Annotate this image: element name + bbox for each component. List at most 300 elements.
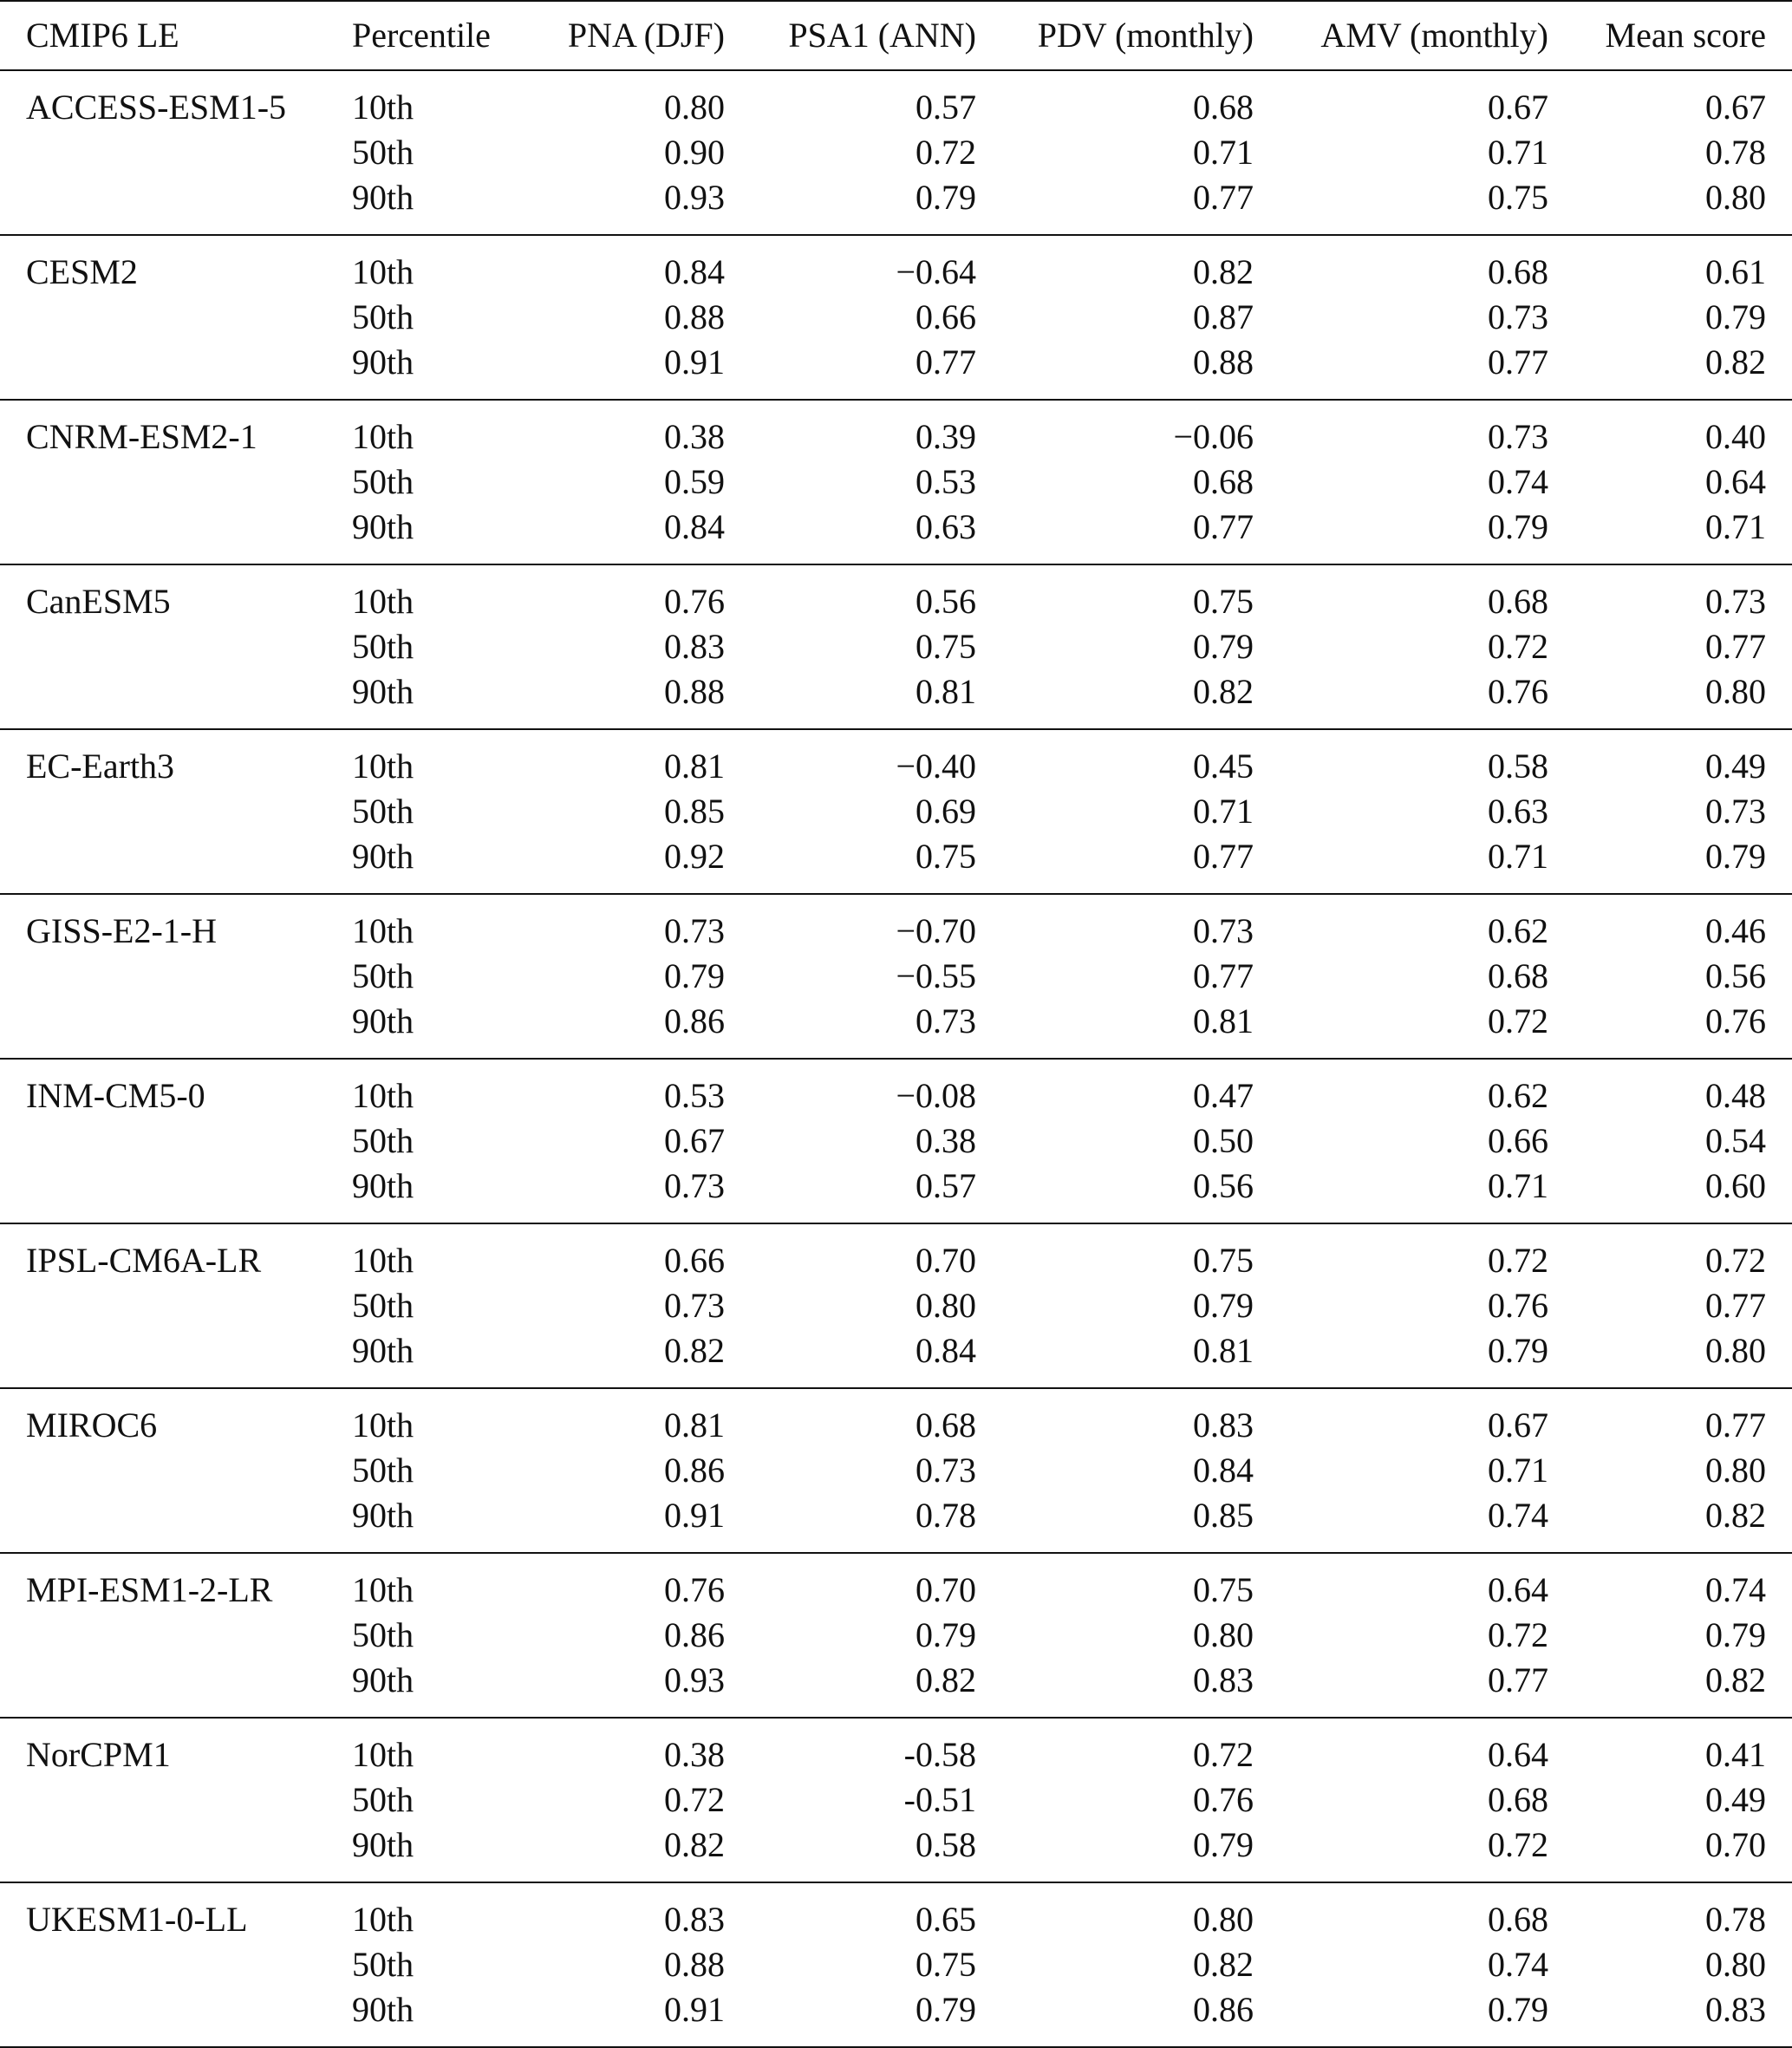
mean-score-value: 0.61 — [1705, 252, 1766, 291]
table-row — [0, 564, 1792, 624]
header-pdv: PDV (monthly) — [976, 1, 1254, 70]
pdv-value: 0.81 — [1193, 1001, 1254, 1040]
amv-value: 0.74 — [1488, 462, 1548, 501]
percentile: 90th — [352, 1825, 414, 1864]
pna-value: 0.93 — [664, 178, 725, 217]
mean-score-value: 0.80 — [1705, 178, 1766, 217]
psa1-value: 0.78 — [916, 1496, 976, 1535]
mean-score-value: 0.76 — [1705, 1001, 1766, 1040]
amv-value: 0.68 — [1488, 582, 1548, 621]
model-group — [0, 1223, 1792, 1388]
pdv-value: 0.77 — [1193, 178, 1254, 217]
model-group — [0, 400, 1792, 564]
amv-value: 0.71 — [1488, 1166, 1548, 1205]
model-name-empty — [0, 834, 326, 894]
pdv-value: 0.73 — [1193, 911, 1254, 950]
table-row — [0, 834, 1792, 894]
header-mean-score: Mean score — [1548, 1, 1792, 70]
pdv-value: 0.77 — [1193, 507, 1254, 546]
mean-score-value: 0.78 — [1705, 133, 1766, 172]
psa1-value: -0.51 — [903, 1780, 976, 1819]
pdv-value: 0.75 — [1193, 582, 1254, 621]
mean-score-value: 0.56 — [1705, 956, 1766, 995]
percentile: 90th — [352, 342, 414, 382]
model-name-empty — [0, 789, 326, 834]
model-name-empty — [0, 669, 326, 729]
mean-score-value: 0.77 — [1705, 1406, 1766, 1445]
table-row — [0, 130, 1792, 175]
psa1-value: 0.53 — [916, 462, 976, 501]
percentile: 10th — [352, 417, 414, 456]
pdv-value: 0.80 — [1193, 1900, 1254, 1939]
pdv-value: 0.86 — [1193, 1990, 1254, 2029]
psa1-value: 0.70 — [916, 1570, 976, 1609]
amv-value: 0.75 — [1488, 178, 1548, 217]
pna-value: 0.86 — [664, 1001, 725, 1040]
percentile: 90th — [352, 1331, 414, 1370]
model-name-empty — [0, 1613, 326, 1658]
mean-score-value: 0.79 — [1705, 297, 1766, 336]
amv-value: 0.79 — [1488, 1331, 1548, 1370]
pdv-value: 0.80 — [1193, 1615, 1254, 1654]
mean-score-value: 0.77 — [1705, 627, 1766, 666]
amv-value: 0.68 — [1488, 1900, 1548, 1939]
header-model: CMIP6 LE — [0, 1, 326, 70]
mean-score-value: 0.64 — [1705, 462, 1766, 501]
pna-value: 0.81 — [664, 1406, 725, 1445]
percentile: 50th — [352, 792, 414, 831]
psa1-value: −0.08 — [896, 1076, 976, 1115]
model-group — [0, 729, 1792, 894]
percentile: 50th — [352, 1780, 414, 1819]
pdv-value: 0.45 — [1193, 747, 1254, 786]
table-row — [0, 1328, 1792, 1388]
model-name-empty — [0, 1119, 326, 1164]
pna-value: 0.66 — [664, 1241, 725, 1280]
psa1-value: −0.55 — [896, 956, 976, 995]
pna-value: 0.84 — [664, 252, 725, 291]
psa1-value: −0.70 — [896, 911, 976, 950]
table-row — [0, 1777, 1792, 1823]
mean-score-value: 0.73 — [1705, 792, 1766, 831]
table-row — [0, 1283, 1792, 1328]
percentile: 10th — [352, 582, 414, 621]
table-row — [0, 235, 1792, 295]
percentile: 10th — [352, 747, 414, 786]
psa1-value: 0.57 — [916, 88, 976, 127]
mean-score-value: 0.82 — [1705, 1496, 1766, 1535]
mean-score-value: 0.79 — [1705, 1615, 1766, 1654]
pna-value: 0.83 — [664, 627, 725, 666]
percentile: 50th — [352, 462, 414, 501]
model-name-empty — [0, 624, 326, 669]
pdv-value: 0.81 — [1193, 1331, 1254, 1370]
header-pna: PNA (DJF) — [508, 1, 725, 70]
pdv-value: 0.82 — [1193, 672, 1254, 711]
mean-score-value: 0.71 — [1705, 507, 1766, 546]
pna-value: 0.83 — [664, 1900, 725, 1939]
psa1-value: 0.73 — [916, 1001, 976, 1040]
model-name-empty — [0, 175, 326, 235]
pdv-value: 0.82 — [1193, 1945, 1254, 1984]
mean-score-value: 0.80 — [1705, 1451, 1766, 1490]
model-group — [0, 1882, 1792, 2047]
model-name: ACCESS-ESM1-5 — [26, 88, 287, 127]
psa1-value: 0.66 — [916, 297, 976, 336]
pdv-value: 0.82 — [1193, 252, 1254, 291]
psa1-value: 0.68 — [916, 1406, 976, 1445]
mean-score-value: 0.80 — [1705, 672, 1766, 711]
percentile: 50th — [352, 1615, 414, 1654]
pna-value: 0.88 — [664, 672, 725, 711]
table-row — [0, 1658, 1792, 1718]
percentile: 90th — [352, 178, 414, 217]
pdv-value: 0.72 — [1193, 1735, 1254, 1774]
psa1-value: 0.77 — [916, 342, 976, 382]
mean-score-value: 0.54 — [1705, 1121, 1766, 1160]
pna-value: 0.73 — [664, 911, 725, 950]
table-row — [0, 1223, 1792, 1283]
percentile: 90th — [352, 1496, 414, 1535]
amv-value: 0.71 — [1488, 1451, 1548, 1490]
pna-value: 0.76 — [664, 1570, 725, 1609]
psa1-value: 0.57 — [916, 1166, 976, 1205]
model-name: MPI-ESM1-2-LR — [26, 1570, 273, 1609]
pna-value: 0.76 — [664, 582, 725, 621]
table-row — [0, 1942, 1792, 1987]
psa1-value: 0.56 — [916, 582, 976, 621]
pna-value: 0.84 — [664, 507, 725, 546]
mean-score-value: 0.46 — [1705, 911, 1766, 950]
model-name-empty — [0, 295, 326, 340]
amv-value: 0.73 — [1488, 417, 1548, 456]
percentile: 90th — [352, 672, 414, 711]
amv-value: 0.74 — [1488, 1496, 1548, 1535]
pdv-value: 0.85 — [1193, 1496, 1254, 1535]
percentile: 50th — [352, 627, 414, 666]
psa1-value: 0.79 — [916, 178, 976, 217]
percentile: 90th — [352, 1990, 414, 2029]
model-name: CanESM5 — [26, 582, 171, 621]
model-name-empty — [0, 1328, 326, 1388]
model-name: GISS-E2-1-H — [26, 911, 217, 950]
psa1-value: 0.38 — [916, 1121, 976, 1160]
pdv-value: 0.87 — [1193, 297, 1254, 336]
percentile: 50th — [352, 1286, 414, 1325]
psa1-value: 0.63 — [916, 507, 976, 546]
model-group — [0, 70, 1792, 235]
mean-score-value: 0.83 — [1705, 1990, 1766, 2029]
mean-score-value: 0.49 — [1705, 747, 1766, 786]
percentile: 90th — [352, 837, 414, 876]
amv-value: 0.67 — [1488, 1406, 1548, 1445]
mean-score-value: 0.70 — [1705, 1825, 1766, 1864]
pna-value: 0.73 — [664, 1166, 725, 1205]
percentile: 90th — [352, 1001, 414, 1040]
mean-score-value: 0.80 — [1705, 1945, 1766, 1984]
table-row — [0, 1119, 1792, 1164]
amv-value: 0.64 — [1488, 1735, 1548, 1774]
table-row — [0, 70, 1792, 130]
pna-value: 0.88 — [664, 1945, 725, 1984]
amv-value: 0.66 — [1488, 1121, 1548, 1160]
amv-value: 0.68 — [1488, 1780, 1548, 1819]
mean-score-value: 0.79 — [1705, 837, 1766, 876]
amv-value: 0.72 — [1488, 627, 1548, 666]
percentile: 10th — [352, 1406, 414, 1445]
amv-value: 0.71 — [1488, 837, 1548, 876]
pna-value: 0.67 — [664, 1121, 725, 1160]
pdv-value: 0.79 — [1193, 1825, 1254, 1864]
model-name-empty — [0, 1164, 326, 1223]
percentile: 10th — [352, 911, 414, 950]
psa1-value: 0.65 — [916, 1900, 976, 1939]
table-row — [0, 1059, 1792, 1119]
amv-value: 0.72 — [1488, 1241, 1548, 1280]
pna-value: 0.38 — [664, 417, 725, 456]
table-row — [0, 460, 1792, 505]
table-header — [0, 1, 1792, 70]
pna-value: 0.85 — [664, 792, 725, 831]
table-row — [0, 1493, 1792, 1553]
model-name-empty — [0, 1987, 326, 2047]
percentile: 10th — [352, 1570, 414, 1609]
header-percentile: Percentile — [326, 1, 508, 70]
psa1-value: 0.75 — [916, 627, 976, 666]
psa1-value: 0.84 — [916, 1331, 976, 1370]
table-row — [0, 954, 1792, 999]
table-row — [0, 1718, 1792, 1777]
pdv-value: 0.83 — [1193, 1660, 1254, 1699]
table-row — [0, 1448, 1792, 1493]
header-row — [0, 1, 1792, 70]
model-name-empty — [0, 1283, 326, 1328]
psa1-value: -0.58 — [903, 1735, 976, 1774]
model-name: CNRM-ESM2-1 — [26, 417, 257, 456]
pdv-value: 0.71 — [1193, 792, 1254, 831]
table-row — [0, 1613, 1792, 1658]
model-name-empty — [0, 1493, 326, 1553]
psa1-value: 0.58 — [916, 1825, 976, 1864]
model-group — [0, 894, 1792, 1059]
model-name-empty — [0, 505, 326, 564]
percentile: 10th — [352, 1241, 414, 1280]
mean-score-value: 0.77 — [1705, 1286, 1766, 1325]
amv-value: 0.68 — [1488, 956, 1548, 995]
psa1-value: 0.72 — [916, 133, 976, 172]
psa1-value: 0.80 — [916, 1286, 976, 1325]
pna-value: 0.82 — [664, 1825, 725, 1864]
percentile: 50th — [352, 956, 414, 995]
table-row — [0, 505, 1792, 564]
amv-value: 0.74 — [1488, 1945, 1548, 1984]
mean-score-value: 0.74 — [1705, 1570, 1766, 1609]
model-name: NorCPM1 — [26, 1735, 171, 1774]
model-name: MIROC6 — [26, 1406, 158, 1445]
psa1-value: 0.75 — [916, 837, 976, 876]
model-name-empty — [0, 340, 326, 400]
pna-value: 0.90 — [664, 133, 725, 172]
mean-score-value: 0.80 — [1705, 1331, 1766, 1370]
mean-score-value: 0.49 — [1705, 1780, 1766, 1819]
model-name-empty — [0, 954, 326, 999]
mean-score-value: 0.67 — [1705, 88, 1766, 127]
model-name-empty — [0, 1777, 326, 1823]
pna-value: 0.38 — [664, 1735, 725, 1774]
model-name: INM-CM5-0 — [26, 1076, 205, 1115]
pna-value: 0.86 — [664, 1451, 725, 1490]
amv-value: 0.68 — [1488, 252, 1548, 291]
model-name: EC-Earth3 — [26, 747, 175, 786]
model-name: UKESM1-0-LL — [26, 1900, 248, 1939]
pdv-value: 0.50 — [1193, 1121, 1254, 1160]
mean-score-value: 0.82 — [1705, 342, 1766, 382]
mean-score-value: 0.78 — [1705, 1900, 1766, 1939]
model-name-empty — [0, 1448, 326, 1493]
amv-value: 0.64 — [1488, 1570, 1548, 1609]
mean-score-value: 0.73 — [1705, 582, 1766, 621]
table-row — [0, 400, 1792, 460]
amv-value: 0.76 — [1488, 1286, 1548, 1325]
model-name-empty — [0, 130, 326, 175]
psa1-value: −0.64 — [896, 252, 976, 291]
model-group — [0, 1059, 1792, 1223]
table-row — [0, 999, 1792, 1059]
psa1-value: −0.40 — [896, 747, 976, 786]
model-group — [0, 235, 1792, 400]
model-group — [0, 1718, 1792, 1882]
model-group — [0, 1553, 1792, 1718]
header-amv: AMV (monthly) — [1254, 1, 1548, 70]
table-row — [0, 669, 1792, 729]
amv-value: 0.72 — [1488, 1615, 1548, 1654]
amv-value: 0.72 — [1488, 1001, 1548, 1040]
pdv-value: 0.83 — [1193, 1406, 1254, 1445]
pdv-value: 0.75 — [1193, 1241, 1254, 1280]
model-name-empty — [0, 1823, 326, 1882]
pdv-value: −0.06 — [1173, 417, 1254, 456]
amv-value: 0.62 — [1488, 911, 1548, 950]
amv-value: 0.71 — [1488, 133, 1548, 172]
mean-score-value: 0.48 — [1705, 1076, 1766, 1115]
table-row — [0, 894, 1792, 954]
table-row — [0, 729, 1792, 789]
table-row — [0, 1553, 1792, 1613]
percentile: 50th — [352, 1121, 414, 1160]
pna-value: 0.72 — [664, 1780, 725, 1819]
psa1-value: 0.70 — [916, 1241, 976, 1280]
model-name-empty — [0, 1658, 326, 1718]
pna-value: 0.86 — [664, 1615, 725, 1654]
pdv-value: 0.75 — [1193, 1570, 1254, 1609]
percentile: 90th — [352, 507, 414, 546]
pdv-value: 0.68 — [1193, 462, 1254, 501]
pdv-value: 0.71 — [1193, 133, 1254, 172]
model-name-empty — [0, 999, 326, 1059]
percentile: 50th — [352, 1945, 414, 1984]
percentile: 10th — [352, 88, 414, 127]
mean-score-value: 0.40 — [1705, 417, 1766, 456]
pdv-value: 0.79 — [1193, 1286, 1254, 1325]
pna-value: 0.92 — [664, 837, 725, 876]
percentile: 10th — [352, 1076, 414, 1115]
amv-value: 0.73 — [1488, 297, 1548, 336]
amv-value: 0.67 — [1488, 88, 1548, 127]
amv-value: 0.79 — [1488, 507, 1548, 546]
percentile: 90th — [352, 1660, 414, 1699]
percentile: 50th — [352, 1451, 414, 1490]
table-row — [0, 624, 1792, 669]
pdv-value: 0.68 — [1193, 88, 1254, 127]
pna-value: 0.80 — [664, 88, 725, 127]
table-row — [0, 1823, 1792, 1882]
amv-value: 0.77 — [1488, 342, 1548, 382]
amv-value: 0.72 — [1488, 1825, 1548, 1864]
mean-score-value: 0.41 — [1705, 1735, 1766, 1774]
pdv-value: 0.77 — [1193, 837, 1254, 876]
table-row — [0, 175, 1792, 235]
table-row — [0, 1987, 1792, 2047]
pdv-value: 0.76 — [1193, 1780, 1254, 1819]
amv-value: 0.63 — [1488, 792, 1548, 831]
model-name-empty — [0, 460, 326, 505]
psa1-value: 0.79 — [916, 1990, 976, 2029]
percentile: 50th — [352, 133, 414, 172]
pna-value: 0.82 — [664, 1331, 725, 1370]
model-name: CESM2 — [26, 252, 138, 291]
amv-value: 0.58 — [1488, 747, 1548, 786]
table-row — [0, 1882, 1792, 1942]
pdv-value: 0.79 — [1193, 627, 1254, 666]
table-row — [0, 1164, 1792, 1223]
table-row — [0, 295, 1792, 340]
pna-value: 0.79 — [664, 956, 725, 995]
pdv-value: 0.84 — [1193, 1451, 1254, 1490]
model-name: IPSL-CM6A-LR — [26, 1241, 262, 1280]
mean-score-value: 0.82 — [1705, 1660, 1766, 1699]
header-psa1: PSA1 (ANN) — [725, 1, 976, 70]
psa1-value: 0.73 — [916, 1451, 976, 1490]
amv-value: 0.62 — [1488, 1076, 1548, 1115]
amv-value: 0.79 — [1488, 1990, 1548, 2029]
pdv-value: 0.77 — [1193, 956, 1254, 995]
psa1-value: 0.79 — [916, 1615, 976, 1654]
table-row — [0, 340, 1792, 400]
table-row — [0, 1388, 1792, 1448]
pna-value: 0.91 — [664, 342, 725, 382]
mean-score-value: 0.72 — [1705, 1241, 1766, 1280]
psa1-value: 0.82 — [916, 1660, 976, 1699]
model-name-empty — [0, 1942, 326, 1987]
model-group — [0, 564, 1792, 729]
psa1-value: 0.39 — [916, 417, 976, 456]
pdv-value: 0.88 — [1193, 342, 1254, 382]
pdv-value: 0.56 — [1193, 1166, 1254, 1205]
amv-value: 0.76 — [1488, 672, 1548, 711]
pna-value: 0.81 — [664, 747, 725, 786]
pna-value: 0.91 — [664, 1496, 725, 1535]
amv-value: 0.77 — [1488, 1660, 1548, 1699]
psa1-value: 0.69 — [916, 792, 976, 831]
mean-score-value: 0.60 — [1705, 1166, 1766, 1205]
psa1-value: 0.75 — [916, 1945, 976, 1984]
pna-value: 0.73 — [664, 1286, 725, 1325]
pdv-value: 0.47 — [1193, 1076, 1254, 1115]
pna-value: 0.53 — [664, 1076, 725, 1115]
psa1-value: 0.81 — [916, 672, 976, 711]
percentile: 10th — [352, 1900, 414, 1939]
percentile: 50th — [352, 297, 414, 336]
